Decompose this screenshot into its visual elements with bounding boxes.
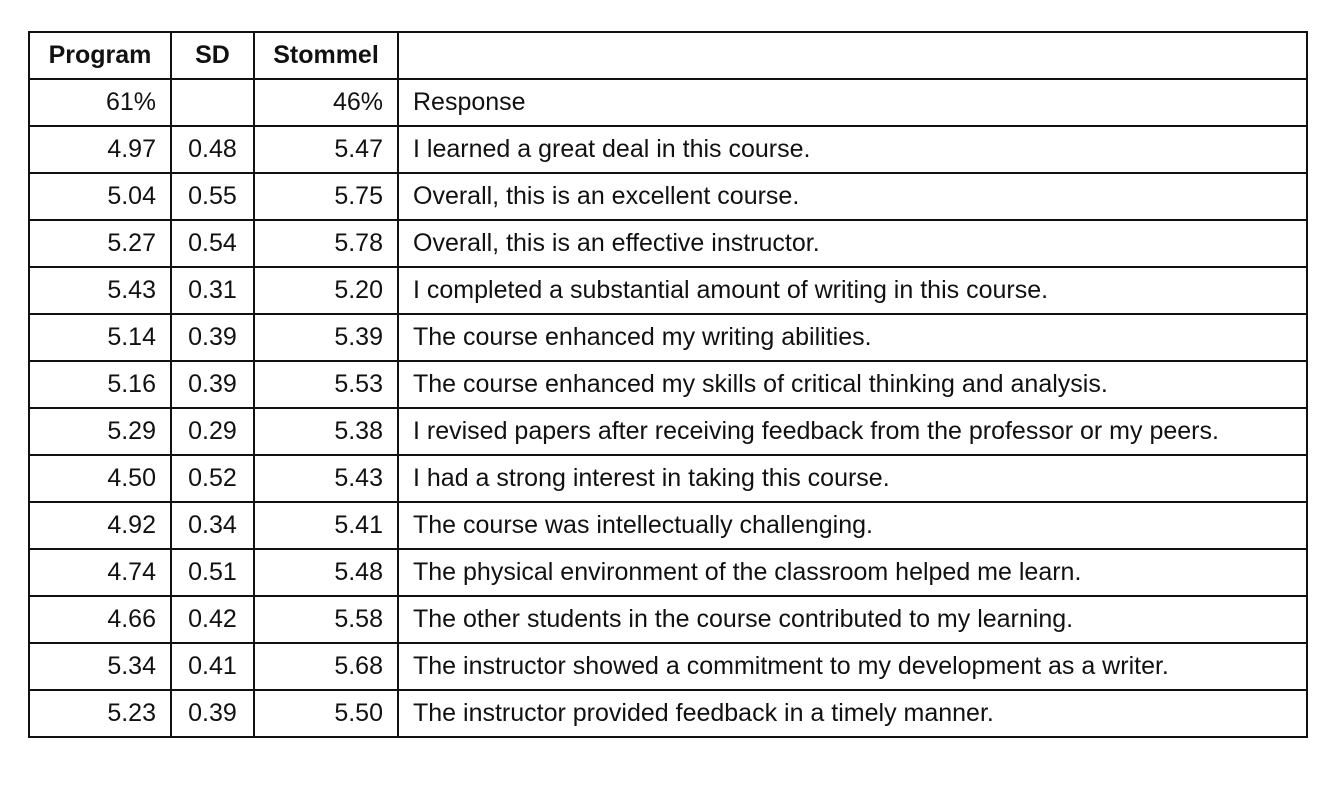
item-cell: The other students in the course contributed to my learning. [398,596,1307,643]
header-item [398,32,1307,79]
stommel-cell: 5.41 [254,502,398,549]
stommel-cell: 5.68 [254,643,398,690]
table-header-row [29,32,1307,79]
sd-cell: 0.41 [171,643,254,690]
header-sd: SD [171,32,254,79]
stommel-cell: 5.39 [254,314,398,361]
program-cell: 4.50 [29,455,171,502]
stommel-cell: 46% [254,79,398,126]
program-cell: 5.27 [29,220,171,267]
program-cell: 5.29 [29,408,171,455]
item-cell: I completed a substantial amount of writing in this course. [398,267,1307,314]
program-cell: 5.43 [29,267,171,314]
stommel-cell: 5.43 [254,455,398,502]
stommel-cell: 5.47 [254,126,398,173]
sd-cell: 0.39 [171,314,254,361]
sd-cell: 0.31 [171,267,254,314]
stommel-cell: 5.50 [254,690,398,737]
table-row [29,455,1307,502]
sd-cell: 0.42 [171,596,254,643]
program-cell: 4.74 [29,549,171,596]
program-cell: 4.97 [29,126,171,173]
item-cell: The instructor showed a commitment to my development as a writer. [398,643,1307,690]
item-cell: I revised papers after receiving feedback from the professor or my peers. [398,408,1307,455]
sd-cell: 0.39 [171,361,254,408]
header-stommel: Stommel [254,32,398,79]
table-row [29,173,1307,220]
sd-cell [171,79,254,126]
table-row [29,596,1307,643]
item-cell: Response [398,79,1307,126]
table-row [29,79,1307,126]
stommel-cell: 5.53 [254,361,398,408]
sd-cell: 0.48 [171,126,254,173]
program-cell: 4.92 [29,502,171,549]
evaluation-table-container [28,31,1308,738]
program-cell: 5.16 [29,361,171,408]
table-row [29,126,1307,173]
program-cell: 5.23 [29,690,171,737]
item-cell: The physical environment of the classroom helped me learn. [398,549,1307,596]
program-cell: 5.34 [29,643,171,690]
sd-cell: 0.55 [171,173,254,220]
sd-cell: 0.29 [171,408,254,455]
table-body [29,79,1307,737]
table-row [29,220,1307,267]
item-cell: Overall, this is an excellent course. [398,173,1307,220]
table-row [29,549,1307,596]
item-cell: The course enhanced my skills of critical thinking and analysis. [398,361,1307,408]
header-program: Program [29,32,171,79]
program-cell: 5.14 [29,314,171,361]
sd-cell: 0.39 [171,690,254,737]
stommel-cell: 5.58 [254,596,398,643]
stommel-cell: 5.75 [254,173,398,220]
item-cell: The instructor provided feedback in a timely manner. [398,690,1307,737]
item-cell: The course enhanced my writing abilities. [398,314,1307,361]
sd-cell: 0.51 [171,549,254,596]
stommel-cell: 5.38 [254,408,398,455]
table-row [29,643,1307,690]
program-cell: 4.66 [29,596,171,643]
item-cell: The course was intellectually challenging. [398,502,1307,549]
table-row [29,408,1307,455]
program-cell: 61% [29,79,171,126]
stommel-cell: 5.78 [254,220,398,267]
table-row [29,690,1307,737]
sd-cell: 0.54 [171,220,254,267]
stommel-cell: 5.20 [254,267,398,314]
sd-cell: 0.52 [171,455,254,502]
program-cell: 5.04 [29,173,171,220]
sd-cell: 0.34 [171,502,254,549]
item-cell: Overall, this is an effective instructor. [398,220,1307,267]
item-cell: I had a strong interest in taking this course. [398,455,1307,502]
table-row [29,267,1307,314]
table-row [29,502,1307,549]
stommel-cell: 5.48 [254,549,398,596]
item-cell: I learned a great deal in this course. [398,126,1307,173]
table-row [29,314,1307,361]
table-row [29,361,1307,408]
evaluation-table [28,31,1308,738]
